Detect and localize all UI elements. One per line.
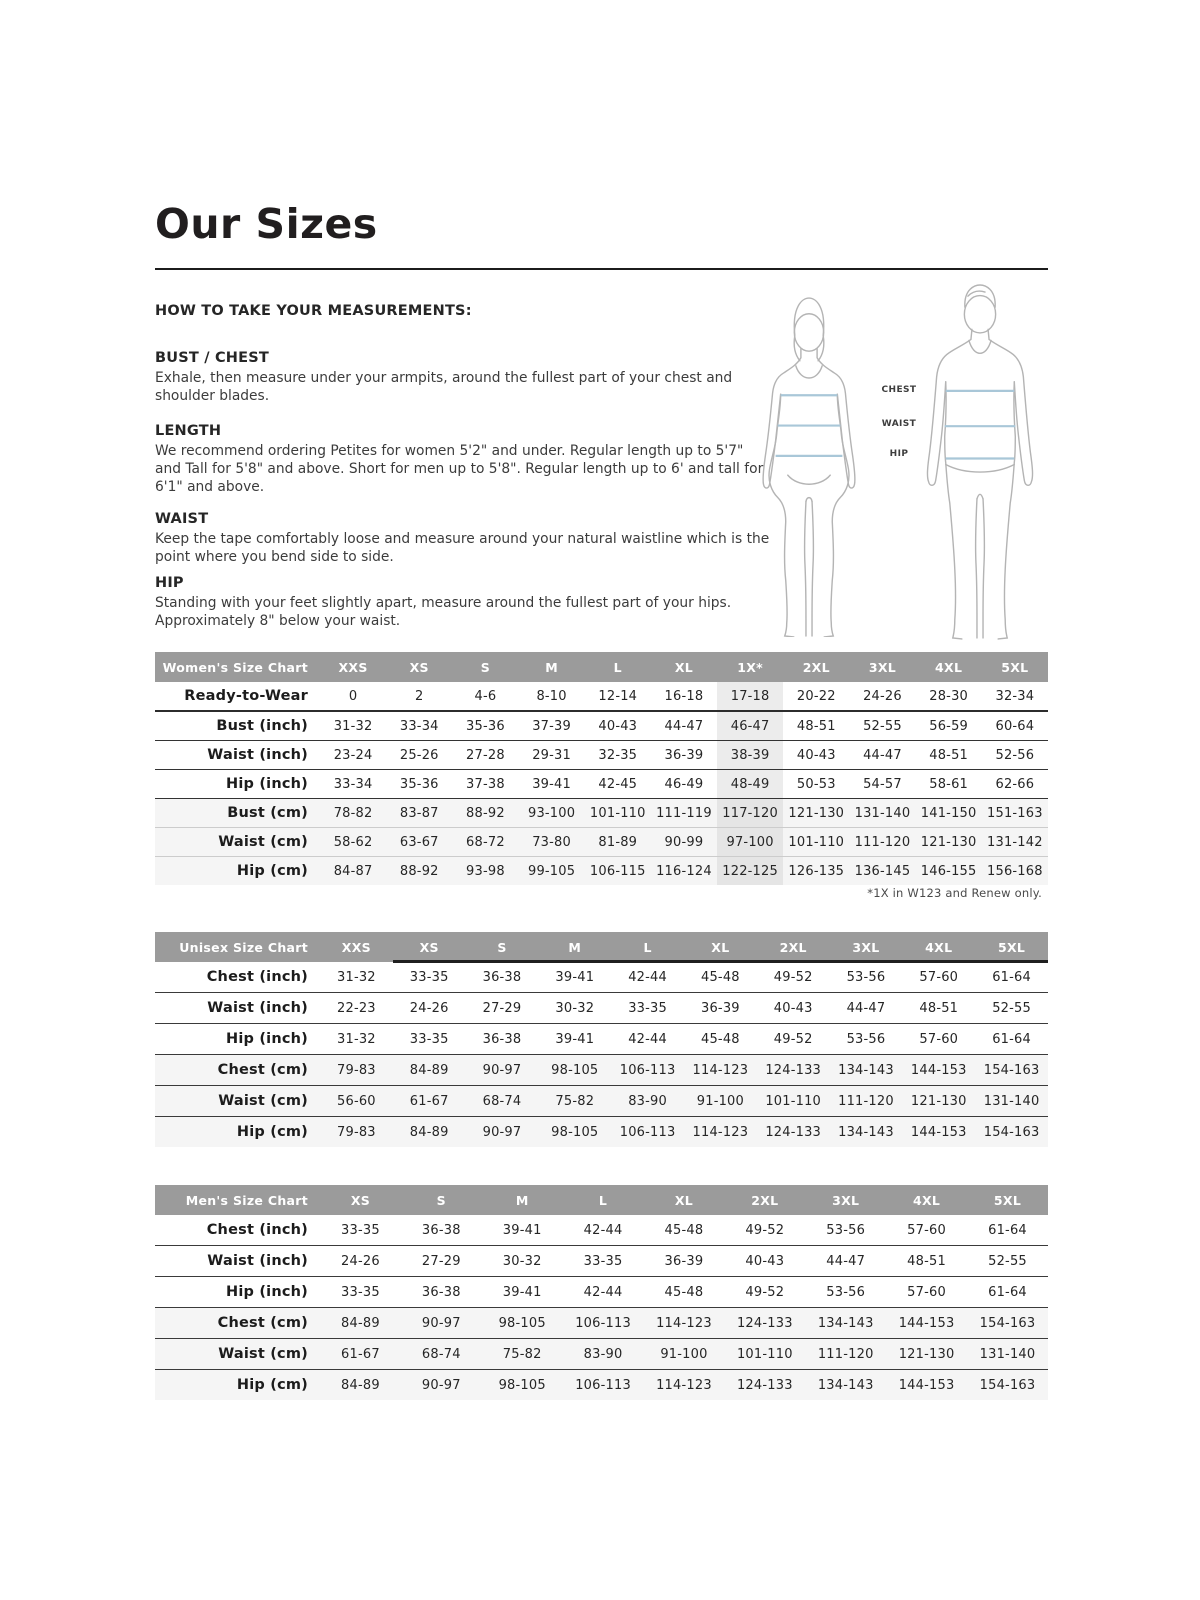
figure-label-hip: HIP [889,449,909,459]
womens-size-chart [155,652,1048,900]
size-value-cell: 8-10 [519,682,585,711]
table-row [155,1277,1048,1308]
size-value-cell: 84-89 [393,1117,466,1148]
size-value-cell: 31-32 [320,1024,393,1055]
size-value-cell: 90-97 [466,1055,539,1086]
size-value-cell: 93-98 [452,857,518,886]
size-value-cell: 44-47 [651,711,717,741]
size-value-cell: 35-36 [386,770,452,799]
table-row [155,1117,1048,1148]
size-value-cell: 38-39 [717,741,783,770]
size-value-cell: 31-32 [320,962,393,993]
size-value-cell: 23-24 [320,741,386,770]
size-value-cell: 61-67 [393,1086,466,1117]
row-label: Bust (inch) [155,711,320,741]
row-label: Hip (cm) [155,1117,320,1148]
size-value-cell: 68-74 [401,1339,482,1370]
size-value-cell: 84-89 [320,1308,401,1339]
size-value-cell: 42-45 [585,770,651,799]
size-value-cell: 53-56 [805,1215,886,1246]
size-value-cell: 75-82 [538,1086,611,1117]
size-value-cell: 40-43 [724,1246,805,1277]
size-column-header: XL [684,932,757,962]
unisex-table [155,932,1048,1147]
size-value-cell: 83-87 [386,799,452,828]
size-value-cell: 121-130 [902,1086,975,1117]
size-value-cell: 24-26 [320,1246,401,1277]
size-value-cell: 54-57 [849,770,915,799]
instruction-text: Standing with your feet slightly apart, measure around the fullest part of your hips. Approximately 8" below your waist. [155,595,732,629]
size-value-cell: 52-55 [849,711,915,741]
size-column-header: XL [644,1185,725,1215]
size-value-cell: 124-133 [757,1117,830,1148]
size-value-cell: 49-52 [724,1277,805,1308]
unisex-header-underline [393,960,1048,963]
size-value-cell: 45-48 [684,962,757,993]
size-value-cell: 122-125 [717,857,783,886]
size-value-cell: 78-82 [320,799,386,828]
size-value-cell: 16-18 [651,682,717,711]
size-value-cell: 32-34 [982,682,1048,711]
size-value-cell: 144-153 [886,1308,967,1339]
size-value-cell: 79-83 [320,1117,393,1148]
size-value-cell: 33-35 [611,993,684,1024]
measurement-figures [753,283,1048,643]
size-column-header: 4XL [916,652,982,682]
size-value-cell: 121-130 [916,828,982,857]
size-value-cell: 4-6 [452,682,518,711]
size-value-cell: 39-41 [519,770,585,799]
size-value-cell: 57-60 [902,1024,975,1055]
size-value-cell: 146-155 [916,857,982,886]
table-title: Unisex Size Chart [155,932,320,962]
size-value-cell: 88-92 [452,799,518,828]
size-value-cell: 134-143 [830,1055,903,1086]
size-value-cell: 73-80 [519,828,585,857]
size-value-cell: 45-48 [644,1215,725,1246]
size-value-cell: 91-100 [684,1086,757,1117]
size-value-cell: 40-43 [783,741,849,770]
size-value-cell: 2 [386,682,452,711]
size-value-cell: 136-145 [849,857,915,886]
size-value-cell: 46-49 [651,770,717,799]
size-value-cell: 36-39 [644,1246,725,1277]
size-value-cell: 39-41 [482,1277,563,1308]
size-value-cell: 48-49 [717,770,783,799]
table-row [155,1215,1048,1246]
size-column-header: M [482,1185,563,1215]
size-value-cell: 111-120 [805,1339,886,1370]
size-value-cell: 25-26 [386,741,452,770]
table-row [155,799,1048,828]
size-column-header: 1X* [717,652,783,682]
size-column-header: 3XL [805,1185,886,1215]
size-value-cell: 12-14 [585,682,651,711]
row-label: Chest (inch) [155,1215,320,1246]
size-value-cell: 45-48 [684,1024,757,1055]
size-value-cell: 84-89 [320,1370,401,1401]
size-value-cell: 131-140 [975,1086,1048,1117]
table-row [155,1055,1048,1086]
size-value-cell: 93-100 [519,799,585,828]
row-label: Chest (inch) [155,962,320,993]
size-value-cell: 36-39 [684,993,757,1024]
size-value-cell: 58-61 [916,770,982,799]
size-column-header: 5XL [975,932,1048,962]
row-label: Chest (cm) [155,1308,320,1339]
table-row [155,1246,1048,1277]
size-value-cell: 124-133 [757,1055,830,1086]
size-column-header: M [538,932,611,962]
size-value-cell: 40-43 [757,993,830,1024]
table-row [155,1024,1048,1055]
size-value-cell: 126-135 [783,857,849,886]
size-value-cell: 83-90 [563,1339,644,1370]
size-value-cell: 52-55 [975,993,1048,1024]
size-value-cell: 60-64 [982,711,1048,741]
instruction-text: Keep the tape comfortably loose and measure around your natural waistline which is the point where you bend side to side. [155,531,770,565]
row-label: Hip (cm) [155,857,320,886]
size-value-cell: 114-123 [684,1117,757,1148]
size-column-header: 3XL [849,652,915,682]
size-column-header: L [611,932,684,962]
size-value-cell: 57-60 [886,1215,967,1246]
size-value-cell: 48-51 [783,711,849,741]
row-label: Waist (cm) [155,1339,320,1370]
size-column-header: 2XL [757,932,830,962]
table-row [155,682,1048,711]
instruction-waist [155,511,770,567]
table-row [155,711,1048,741]
mens-size-chart [155,1185,1048,1400]
table-title: Women's Size Chart [155,652,320,682]
size-value-cell: 57-60 [902,962,975,993]
size-value-cell: 30-32 [482,1246,563,1277]
size-column-header: XL [651,652,717,682]
size-value-cell: 57-60 [886,1277,967,1308]
size-value-cell: 27-28 [452,741,518,770]
size-value-cell: 0 [320,682,386,711]
size-value-cell: 46-47 [717,711,783,741]
size-value-cell: 68-74 [466,1086,539,1117]
instruction-length [155,423,770,497]
womens-chart-footnote: *1X in W123 and Renew only. [867,886,1042,900]
size-value-cell: 84-87 [320,857,386,886]
upper-section [155,200,1048,652]
size-value-cell: 33-35 [393,1024,466,1055]
size-value-cell: 37-38 [452,770,518,799]
row-label: Chest (cm) [155,1055,320,1086]
size-value-cell: 98-105 [482,1370,563,1401]
size-value-cell: 24-26 [849,682,915,711]
size-value-cell: 20-22 [783,682,849,711]
instruction-title: HIP [155,575,184,591]
row-label: Waist (cm) [155,1086,320,1117]
size-value-cell: 121-130 [886,1339,967,1370]
size-value-cell: 52-56 [982,741,1048,770]
women-table [155,652,1048,885]
size-value-cell: 117-120 [717,799,783,828]
woman-silhouette-illustration [753,291,865,637]
instruction-title: WAIST [155,511,209,527]
size-value-cell: 35-36 [452,711,518,741]
size-value-cell: 98-105 [538,1117,611,1148]
size-column-header: XS [386,652,452,682]
size-value-cell: 42-44 [611,1024,684,1055]
size-value-cell: 45-48 [644,1277,725,1308]
instruction-hip [155,575,770,631]
size-value-cell: 101-110 [724,1339,805,1370]
size-value-cell: 61-64 [975,1024,1048,1055]
size-column-header: L [585,652,651,682]
table-row [155,1370,1048,1401]
row-label: Ready-to-Wear [155,682,320,711]
size-value-cell: 42-44 [563,1277,644,1308]
size-value-cell: 144-153 [886,1370,967,1401]
size-value-cell: 79-83 [320,1055,393,1086]
size-value-cell: 33-34 [320,770,386,799]
size-value-cell: 61-64 [975,962,1048,993]
size-value-cell: 134-143 [805,1370,886,1401]
instruction-bust-chest [155,350,770,406]
size-value-cell: 24-26 [393,993,466,1024]
size-value-cell: 30-32 [538,993,611,1024]
row-label: Hip (inch) [155,770,320,799]
size-value-cell: 56-60 [320,1086,393,1117]
size-value-cell: 98-105 [482,1308,563,1339]
size-value-cell: 33-34 [386,711,452,741]
size-value-cell: 106-113 [611,1117,684,1148]
size-value-cell: 49-52 [757,962,830,993]
size-value-cell: 37-39 [519,711,585,741]
size-value-cell: 81-89 [585,828,651,857]
size-value-cell: 106-115 [585,857,651,886]
size-column-header: 2XL [724,1185,805,1215]
size-value-cell: 32-35 [585,741,651,770]
size-value-cell: 99-105 [519,857,585,886]
size-value-cell: 106-113 [563,1308,644,1339]
size-value-cell: 91-100 [644,1339,725,1370]
size-value-cell: 121-130 [783,799,849,828]
size-value-cell: 53-56 [805,1277,886,1308]
row-label: Hip (cm) [155,1370,320,1401]
size-value-cell: 61-67 [320,1339,401,1370]
size-value-cell: 156-168 [982,857,1048,886]
size-value-cell: 124-133 [724,1308,805,1339]
size-value-cell: 114-123 [684,1055,757,1086]
size-value-cell: 44-47 [830,993,903,1024]
size-value-cell: 111-120 [830,1086,903,1117]
size-value-cell: 33-35 [393,962,466,993]
size-value-cell: 144-153 [902,1055,975,1086]
size-value-cell: 83-90 [611,1086,684,1117]
size-column-header: 4XL [886,1185,967,1215]
size-value-cell: 63-67 [386,828,452,857]
size-value-cell: 90-99 [651,828,717,857]
size-value-cell: 52-55 [967,1246,1048,1277]
unisex-size-chart [155,932,1048,1147]
size-value-cell: 141-150 [916,799,982,828]
man-silhouette-illustration [912,283,1048,641]
size-value-cell: 49-52 [757,1024,830,1055]
size-value-cell: 28-30 [916,682,982,711]
size-value-cell: 131-140 [967,1339,1048,1370]
table-row [155,828,1048,857]
size-column-header: L [563,1185,644,1215]
size-value-cell: 48-51 [886,1246,967,1277]
size-value-cell: 101-110 [783,828,849,857]
size-value-cell: 33-35 [563,1246,644,1277]
size-value-cell: 33-35 [320,1277,401,1308]
size-column-header: XXS [320,652,386,682]
size-value-cell: 62-66 [982,770,1048,799]
size-value-cell: 106-113 [563,1370,644,1401]
size-value-cell: 124-133 [724,1370,805,1401]
instruction-title: BUST / CHEST [155,350,269,366]
size-value-cell: 39-41 [482,1215,563,1246]
table-row [155,962,1048,993]
table-row [155,857,1048,886]
row-label: Waist (inch) [155,1246,320,1277]
size-value-cell: 111-119 [651,799,717,828]
size-value-cell: 131-142 [982,828,1048,857]
size-column-header: XXS [320,932,393,962]
size-value-cell: 116-124 [651,857,717,886]
size-value-cell: 131-140 [849,799,915,828]
size-column-header: S [452,652,518,682]
title-divider [155,268,1048,270]
size-value-cell: 44-47 [849,741,915,770]
size-value-cell: 97-100 [717,828,783,857]
size-value-cell: 90-97 [466,1117,539,1148]
size-column-header: 5XL [982,652,1048,682]
size-value-cell: 40-43 [585,711,651,741]
size-value-cell: 61-64 [967,1277,1048,1308]
size-value-cell: 48-51 [916,741,982,770]
size-column-header: S [401,1185,482,1215]
size-value-cell: 90-97 [401,1308,482,1339]
header-row [155,652,1048,682]
table-row [155,1339,1048,1370]
page-content [155,200,1048,1393]
size-value-cell: 90-97 [401,1370,482,1401]
size-value-cell: 134-143 [805,1308,886,1339]
size-value-cell: 39-41 [538,1024,611,1055]
measurements-heading: HOW TO TAKE YOUR MEASUREMENTS: [155,303,472,319]
row-label: Hip (inch) [155,1024,320,1055]
page-title: Our Sizes [155,200,378,248]
row-label: Bust (cm) [155,799,320,828]
size-value-cell: 98-105 [538,1055,611,1086]
size-value-cell: 36-38 [401,1277,482,1308]
size-value-cell: 154-163 [967,1308,1048,1339]
instruction-text: Exhale, then measure under your armpits, around the fullest part of your chest and shoulder blades. [155,370,733,404]
table-row [155,1086,1048,1117]
size-column-header: 5XL [967,1185,1048,1215]
size-value-cell: 106-113 [611,1055,684,1086]
size-value-cell: 33-35 [320,1215,401,1246]
size-value-cell: 154-163 [975,1055,1048,1086]
size-value-cell: 27-29 [401,1246,482,1277]
size-column-header: 2XL [783,652,849,682]
size-value-cell: 29-31 [519,741,585,770]
size-value-cell: 48-51 [902,993,975,1024]
size-value-cell: 75-82 [482,1339,563,1370]
table-row [155,741,1048,770]
table-row [155,1308,1048,1339]
size-value-cell: 36-38 [466,962,539,993]
figure-label-waist: WAIST [881,419,917,429]
size-value-cell: 114-123 [644,1370,725,1401]
size-value-cell: 44-47 [805,1246,886,1277]
size-value-cell: 144-153 [902,1117,975,1148]
men-table [155,1185,1048,1400]
size-value-cell: 114-123 [644,1308,725,1339]
size-value-cell: 68-72 [452,828,518,857]
size-value-cell: 101-110 [585,799,651,828]
table-row [155,993,1048,1024]
instruction-title: LENGTH [155,423,222,439]
size-value-cell: 154-163 [967,1370,1048,1401]
size-value-cell: 22-23 [320,993,393,1024]
size-value-cell: 111-120 [849,828,915,857]
size-value-cell: 53-56 [830,962,903,993]
size-value-cell: 42-44 [611,962,684,993]
size-value-cell: 50-53 [783,770,849,799]
row-label: Waist (inch) [155,993,320,1024]
size-value-cell: 39-41 [538,962,611,993]
size-column-header: XS [393,932,466,962]
row-label: Waist (inch) [155,741,320,770]
header-row [155,1185,1048,1215]
size-value-cell: 151-163 [982,799,1048,828]
size-value-cell: 154-163 [975,1117,1048,1148]
size-value-cell: 27-29 [466,993,539,1024]
figure-label-chest: CHEST [881,385,917,395]
size-value-cell: 56-59 [916,711,982,741]
size-column-header: 3XL [830,932,903,962]
size-value-cell: 17-18 [717,682,783,711]
size-value-cell: 58-62 [320,828,386,857]
size-value-cell: 88-92 [386,857,452,886]
size-value-cell: 42-44 [563,1215,644,1246]
size-column-header: XS [320,1185,401,1215]
size-value-cell: 84-89 [393,1055,466,1086]
size-value-cell: 36-38 [401,1215,482,1246]
size-value-cell: 36-38 [466,1024,539,1055]
size-value-cell: 61-64 [967,1215,1048,1246]
size-column-header: M [519,652,585,682]
size-column-header: 4XL [902,932,975,962]
size-column-header: S [466,932,539,962]
size-value-cell: 36-39 [651,741,717,770]
size-value-cell: 53-56 [830,1024,903,1055]
row-label: Waist (cm) [155,828,320,857]
table-row [155,770,1048,799]
size-value-cell: 49-52 [724,1215,805,1246]
size-value-cell: 31-32 [320,711,386,741]
header-row [155,932,1048,962]
instruction-text: We recommend ordering Petites for women 5'2" and under. Regular length up to 5'7" and Tall for 5'8" and above. Short for men up to 5'8". Regular length up to 6' and tall for 6'1" and above. [155,443,764,495]
row-label: Hip (inch) [155,1277,320,1308]
size-value-cell: 101-110 [757,1086,830,1117]
table-title: Men's Size Chart [155,1185,320,1215]
size-value-cell: 134-143 [830,1117,903,1148]
